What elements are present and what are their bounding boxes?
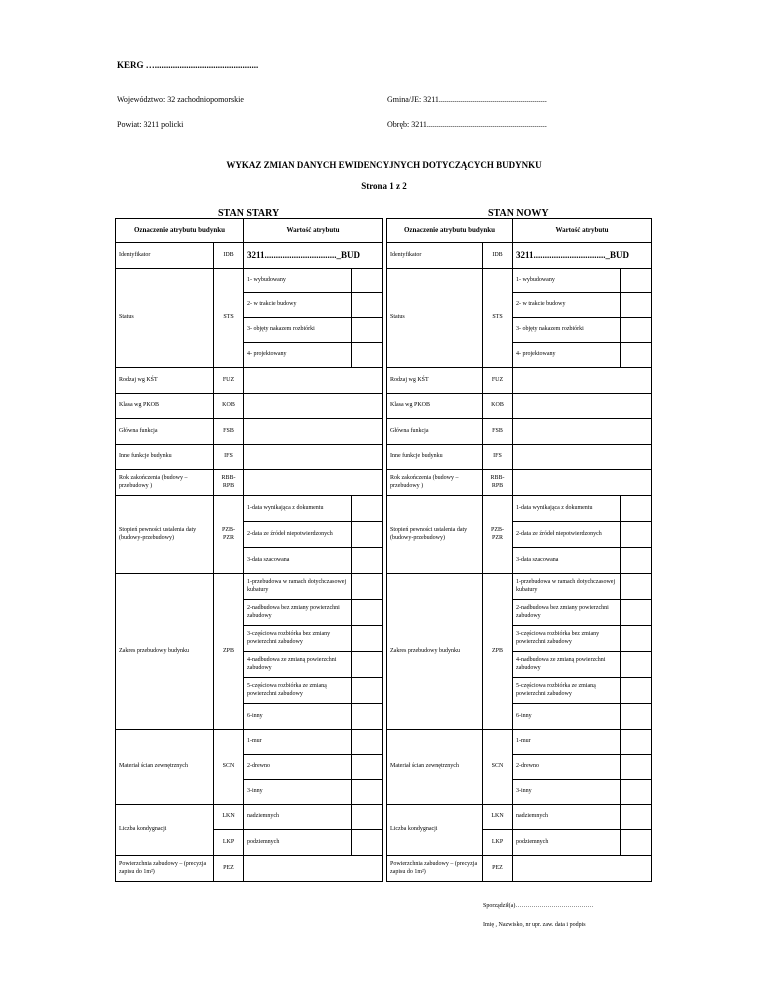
status-label: Status bbox=[116, 269, 214, 368]
status-checkbox[interactable] bbox=[621, 269, 652, 293]
zpb-checkbox[interactable] bbox=[352, 600, 383, 626]
zpb-option: 6-inny bbox=[244, 704, 352, 730]
status-label: Status bbox=[387, 269, 483, 368]
zpb-option: 4-nadbudowa ze zmianą powierzchni zabudowy bbox=[244, 652, 352, 678]
fuz-code: FUZ bbox=[214, 368, 244, 394]
ifs-code: IFS bbox=[214, 445, 244, 470]
pez-code: PEZ bbox=[214, 856, 244, 882]
kob-label: Klasa wg PKOB bbox=[116, 394, 214, 419]
zpb-option: 2-nadbudowa bez zmiany powierzchni zabudowy bbox=[513, 600, 621, 626]
pez-code: PEZ bbox=[483, 856, 513, 882]
pew-option: 1-data wynikająca z dokumentu bbox=[244, 496, 352, 522]
zpb-option: 1-przebudowa w ramach dotychczasowej kubatury bbox=[244, 574, 352, 600]
zpb-label: Zakres przebudowy budynku bbox=[116, 574, 214, 730]
zpb-checkbox[interactable] bbox=[621, 652, 652, 678]
status-code: STS bbox=[483, 269, 513, 368]
scn-checkbox[interactable] bbox=[352, 730, 383, 755]
fsb-code: FSB bbox=[483, 419, 513, 445]
lk-label: Liczba kondygnacji bbox=[116, 805, 214, 856]
pew-checkbox[interactable] bbox=[621, 496, 652, 522]
zpb-checkbox[interactable] bbox=[352, 574, 383, 600]
id-value-field[interactable]: 3211................................_BUD bbox=[513, 243, 652, 269]
status-option: 4- projektowany bbox=[513, 343, 621, 368]
fsb-label: Główna funkcja bbox=[116, 419, 214, 445]
rok-code: RBB-RPB bbox=[483, 470, 513, 496]
signature-line: Sporządził(a)………………………………… bbox=[483, 903, 594, 909]
kob-label: Klasa wg PKOB bbox=[387, 394, 483, 419]
pew-checkbox[interactable] bbox=[352, 548, 383, 574]
lkp-text: podziemnych bbox=[244, 830, 352, 856]
lkn-code: LKN bbox=[483, 805, 513, 830]
new-state-heading: STAN NOWY bbox=[488, 208, 549, 219]
zpb-option: 3-częściowa rozbiórka bez zmiany powierzchni zabudowy bbox=[244, 626, 352, 652]
pew-option: 2-data ze źródeł niepotwierdzonych bbox=[244, 522, 352, 548]
lkn-field[interactable] bbox=[621, 805, 652, 830]
scn-option: 2-drewno bbox=[513, 755, 621, 780]
obreb: Obręb: 3211............................................................ bbox=[387, 120, 547, 129]
status-checkbox[interactable] bbox=[352, 293, 383, 318]
status-option: 1- wybudowany bbox=[513, 269, 621, 293]
kob-code: KOB bbox=[214, 394, 244, 419]
kob-field[interactable] bbox=[244, 394, 383, 419]
kob-code: KOB bbox=[483, 394, 513, 419]
pez-label: Powierzchnia zabudowy – (precyzja zapisu do 1m²) bbox=[387, 856, 483, 882]
kob-field[interactable] bbox=[513, 394, 652, 419]
scn-checkbox[interactable] bbox=[621, 755, 652, 780]
fsb-label: Główna funkcja bbox=[387, 419, 483, 445]
pew-code: PZB-PZR bbox=[483, 496, 513, 574]
status-checkbox[interactable] bbox=[352, 343, 383, 368]
status-option: 3- objęty nakazem rozbiórki bbox=[244, 318, 352, 343]
scn-label: Materiał ścian zewnętrznych bbox=[387, 730, 483, 805]
zpb-option: 6-inny bbox=[513, 704, 621, 730]
fuz-code: FUZ bbox=[483, 368, 513, 394]
pew-checkbox[interactable] bbox=[621, 548, 652, 574]
ifs-code: IFS bbox=[483, 445, 513, 470]
rok-label: Rok zakończenia (budowy – przebudowy ) bbox=[387, 470, 483, 496]
scn-checkbox[interactable] bbox=[352, 780, 383, 805]
status-option: 4- projektowany bbox=[244, 343, 352, 368]
status-option: 1- wybudowany bbox=[244, 269, 352, 293]
status-checkbox[interactable] bbox=[352, 318, 383, 343]
gmina: Gmina/JE: 3211...................................................... bbox=[387, 95, 547, 104]
pew-checkbox[interactable] bbox=[621, 522, 652, 548]
zpb-checkbox[interactable] bbox=[621, 678, 652, 704]
id-label: Identyfikator bbox=[116, 243, 214, 269]
pew-label: Stopień pewności ustalenia daty (budowy-przebudowy) bbox=[387, 496, 483, 574]
pew-checkbox[interactable] bbox=[352, 522, 383, 548]
zpb-checkbox[interactable] bbox=[621, 600, 652, 626]
lkp-field[interactable] bbox=[352, 830, 383, 856]
attr-header: Oznaczenie atrybutu budynku bbox=[387, 219, 513, 243]
ifs-field[interactable] bbox=[244, 445, 383, 470]
lkn-text: nadziemnych bbox=[244, 805, 352, 830]
rok-code: RBB-RPB bbox=[214, 470, 244, 496]
zpb-option: 1-przebudowa w ramach dotychczasowej kubatury bbox=[513, 574, 621, 600]
zpb-code: ZPB bbox=[214, 574, 244, 730]
old-state-table bbox=[115, 218, 383, 882]
lkn-text: nadziemnych bbox=[513, 805, 621, 830]
id-code: IDB bbox=[214, 243, 244, 269]
id-code: IDB bbox=[483, 243, 513, 269]
zpb-label: Zakres przebudowy budynku bbox=[387, 574, 483, 730]
rok-field[interactable] bbox=[513, 470, 652, 496]
zpb-option: 4-nadbudowa ze zmianą powierzchni zabudowy bbox=[513, 652, 621, 678]
status-checkbox[interactable] bbox=[621, 343, 652, 368]
status-option: 2- w trakcie budowy bbox=[513, 293, 621, 318]
scn-option: 2-drewno bbox=[244, 755, 352, 780]
pew-option: 3-data szacowana bbox=[244, 548, 352, 574]
id-label: Identyfikator bbox=[387, 243, 483, 269]
zpb-checkbox[interactable] bbox=[352, 704, 383, 730]
status-option: 3- objęty nakazem rozbiórki bbox=[513, 318, 621, 343]
scn-checkbox[interactable] bbox=[621, 730, 652, 755]
value-header: Wartość atrybutu bbox=[244, 219, 383, 243]
pew-option: 2-data ze źródeł niepotwierdzonych bbox=[513, 522, 621, 548]
wojewodztwo: Województwo: 32 zachodniopomorskie bbox=[117, 95, 244, 104]
zpb-option: 5-częściowa rozbiórka ze zmianą powierzchni zabudowy bbox=[244, 678, 352, 704]
fsb-field[interactable] bbox=[513, 419, 652, 445]
powiat: Powiat: 3211 policki bbox=[117, 120, 184, 129]
scn-option: 1-mur bbox=[513, 730, 621, 755]
zpb-checkbox[interactable] bbox=[352, 626, 383, 652]
scn-label: Materiał ścian zewnętrznych bbox=[116, 730, 214, 805]
ifs-label: Inne funkcje budynku bbox=[116, 445, 214, 470]
pez-label: Powierzchnia zabudowy – (precyzja zapisu do 1m²) bbox=[116, 856, 214, 882]
signature-note: Imię , Nazwisko, nr upr. zaw. data i podpis bbox=[483, 922, 586, 928]
lkn-field[interactable] bbox=[352, 805, 383, 830]
new-state-table bbox=[386, 218, 652, 882]
lk-label: Liczba kondygnacji bbox=[387, 805, 483, 856]
old-state-heading: STAN STARY bbox=[218, 208, 280, 219]
rok-label: Rok zakończenia (budowy – przebudowy ) bbox=[116, 470, 214, 496]
document-title: WYKAZ ZMIAN DANYCH EWIDENCYJNYCH DOTYCZĄCYCH BUDYNKU bbox=[226, 160, 542, 170]
pew-checkbox[interactable] bbox=[352, 496, 383, 522]
zpb-checkbox[interactable] bbox=[621, 704, 652, 730]
zpb-checkbox[interactable] bbox=[621, 574, 652, 600]
fuz-field[interactable] bbox=[244, 368, 383, 394]
rok-field[interactable] bbox=[244, 470, 383, 496]
status-checkbox[interactable] bbox=[621, 318, 652, 343]
scn-option: 3-inny bbox=[244, 780, 352, 805]
fuz-label: Rodzaj wg KŚT bbox=[387, 368, 483, 394]
status-option: 2- w trakcie budowy bbox=[244, 293, 352, 318]
pez-field[interactable] bbox=[244, 856, 383, 882]
scn-checkbox[interactable] bbox=[621, 780, 652, 805]
status-checkbox[interactable] bbox=[352, 269, 383, 293]
status-code: STS bbox=[214, 269, 244, 368]
scn-option: 1-mur bbox=[244, 730, 352, 755]
value-header: Wartość atrybutu bbox=[513, 219, 652, 243]
zpb-code: ZPB bbox=[483, 574, 513, 730]
lkp-code: LKP bbox=[483, 830, 513, 856]
lkn-code: LKN bbox=[214, 805, 244, 830]
zpb-option: 3-częściowa rozbiórka bez zmiany powierzchni zabudowy bbox=[513, 626, 621, 652]
attr-header: Oznaczenie atrybutu budynku bbox=[116, 219, 244, 243]
lkp-text: podziemnych bbox=[513, 830, 621, 856]
scn-checkbox[interactable] bbox=[352, 755, 383, 780]
scn-option: 3-inny bbox=[513, 780, 621, 805]
id-value-field[interactable]: 3211................................_BUD bbox=[244, 243, 383, 269]
fuz-field[interactable] bbox=[513, 368, 652, 394]
lkp-code: LKP bbox=[214, 830, 244, 856]
status-checkbox[interactable] bbox=[621, 293, 652, 318]
kerg-number: KERG ….............................................. bbox=[117, 60, 259, 70]
zpb-checkbox[interactable] bbox=[621, 626, 652, 652]
zpb-checkbox[interactable] bbox=[352, 652, 383, 678]
fsb-code: FSB bbox=[214, 419, 244, 445]
ifs-field[interactable] bbox=[513, 445, 652, 470]
scn-code: SCN bbox=[214, 730, 244, 805]
pew-option: 3-data szacowana bbox=[513, 548, 621, 574]
ifs-label: Inne funkcje budynku bbox=[387, 445, 483, 470]
scn-code: SCN bbox=[483, 730, 513, 805]
fuz-label: Rodzaj wg KŚT bbox=[116, 368, 214, 394]
fsb-field[interactable] bbox=[244, 419, 383, 445]
lkp-field[interactable] bbox=[621, 830, 652, 856]
page-number: Strona 1 z 2 bbox=[361, 181, 407, 191]
pew-code: PZB-PZR bbox=[214, 496, 244, 574]
zpb-checkbox[interactable] bbox=[352, 678, 383, 704]
zpb-option: 2-nadbudowa bez zmiany powierzchni zabudowy bbox=[244, 600, 352, 626]
pez-field[interactable] bbox=[513, 856, 652, 882]
zpb-option: 5-częściowa rozbiórka ze zmianą powierzchni zabudowy bbox=[513, 678, 621, 704]
pew-option: 1-data wynikająca z dokumentu bbox=[513, 496, 621, 522]
pew-label: Stopień pewności ustalenia daty (budowy-przebudowy) bbox=[116, 496, 214, 574]
